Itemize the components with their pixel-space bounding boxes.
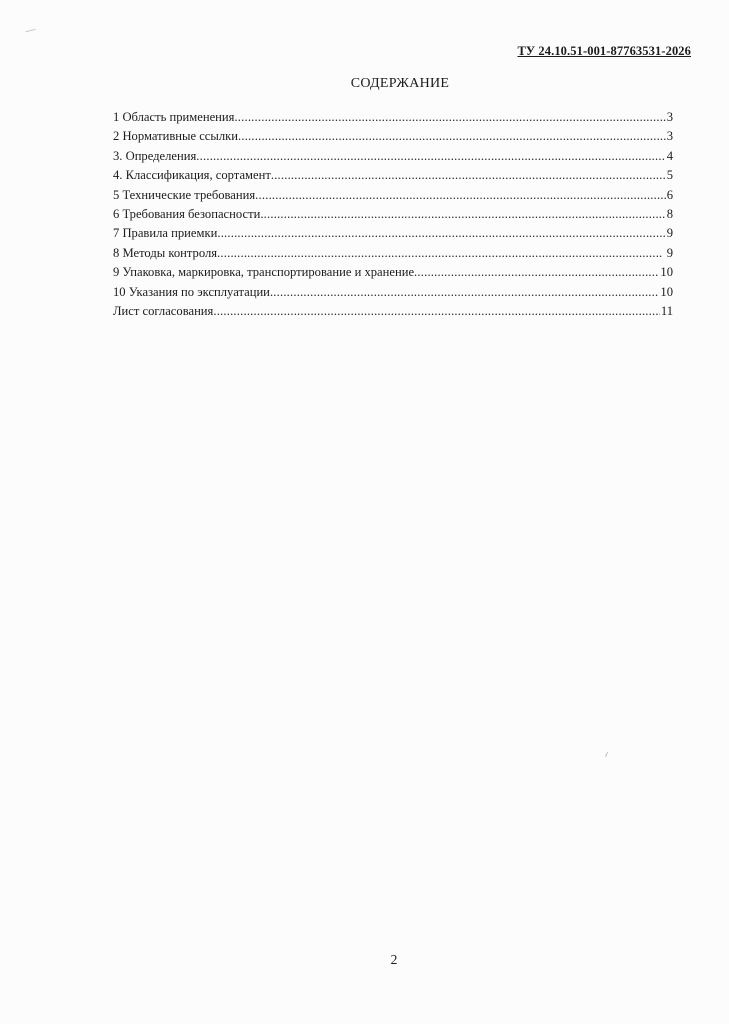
toc-item [113,188,673,207]
toc-item-page: 10 [660,284,673,299]
toc-dot-leader [196,149,665,164]
toc-item [113,265,673,284]
toc-item-page: 6 [666,187,673,202]
toc-item-title: 3. Определения [113,148,197,163]
toc-item [113,207,673,226]
toc-item-page: 5 [666,168,673,183]
toc-heading: СОДЕРЖАНИЕ [350,76,450,91]
toc-item-title: 6 Требования безопасности [113,206,261,221]
scan-mark [26,29,37,36]
toc-item-page: 3 [666,129,673,144]
toc-item [113,285,673,304]
toc-dot-leader [270,285,659,300]
toc-item-title: 1 Область применения [113,110,235,124]
toc-item-title: 10 Указания по эксплуатации [113,284,270,299]
toc-item [113,246,673,265]
document-code: ТУ 24.10.51-001-87763531-2026 [517,44,691,58]
toc-dot-leader [217,246,663,261]
table-of-contents [113,110,673,323]
toc-dot-leader [238,129,666,144]
toc-item [113,110,673,129]
toc-item [113,304,673,323]
toc-dot-leader [414,265,659,280]
toc-item-title: 4. Классификация, сортамент [113,168,271,183]
toc-dot-leader [271,168,666,183]
toc-item-page: 4 [666,148,673,163]
toc-dot-leader [217,226,665,241]
toc-dot-leader [213,304,660,319]
toc-item-title: 7 Правила приемки [113,226,218,241]
toc-item-page: 8 [666,206,673,221]
toc-item-title: 9 Упаковка, маркировка, транспортирование и хранение [113,265,415,280]
toc-item-page: 9 [666,226,673,241]
toc-item-page: 10 [660,265,673,280]
toc-item-title: 8 Методы контроля [113,245,218,260]
toc-item-page: 3 [666,110,673,124]
scan-speck [605,752,608,757]
toc-item-title: 2 Нормативные ссылки [113,129,239,144]
toc-item-title: Лист согласования [113,303,214,318]
toc-item [113,168,673,187]
toc-dot-leader [255,188,666,203]
toc-item-page: 9 [663,245,673,260]
toc-item [113,149,673,168]
toc-dot-leader [260,207,665,222]
toc-item [113,226,673,245]
toc-dot-leader [234,110,665,125]
page-number: 2 [390,952,398,967]
toc-item-title: 5 Технические требования [113,187,256,202]
toc-item-page: 11 [660,303,673,318]
toc-item [113,129,673,148]
